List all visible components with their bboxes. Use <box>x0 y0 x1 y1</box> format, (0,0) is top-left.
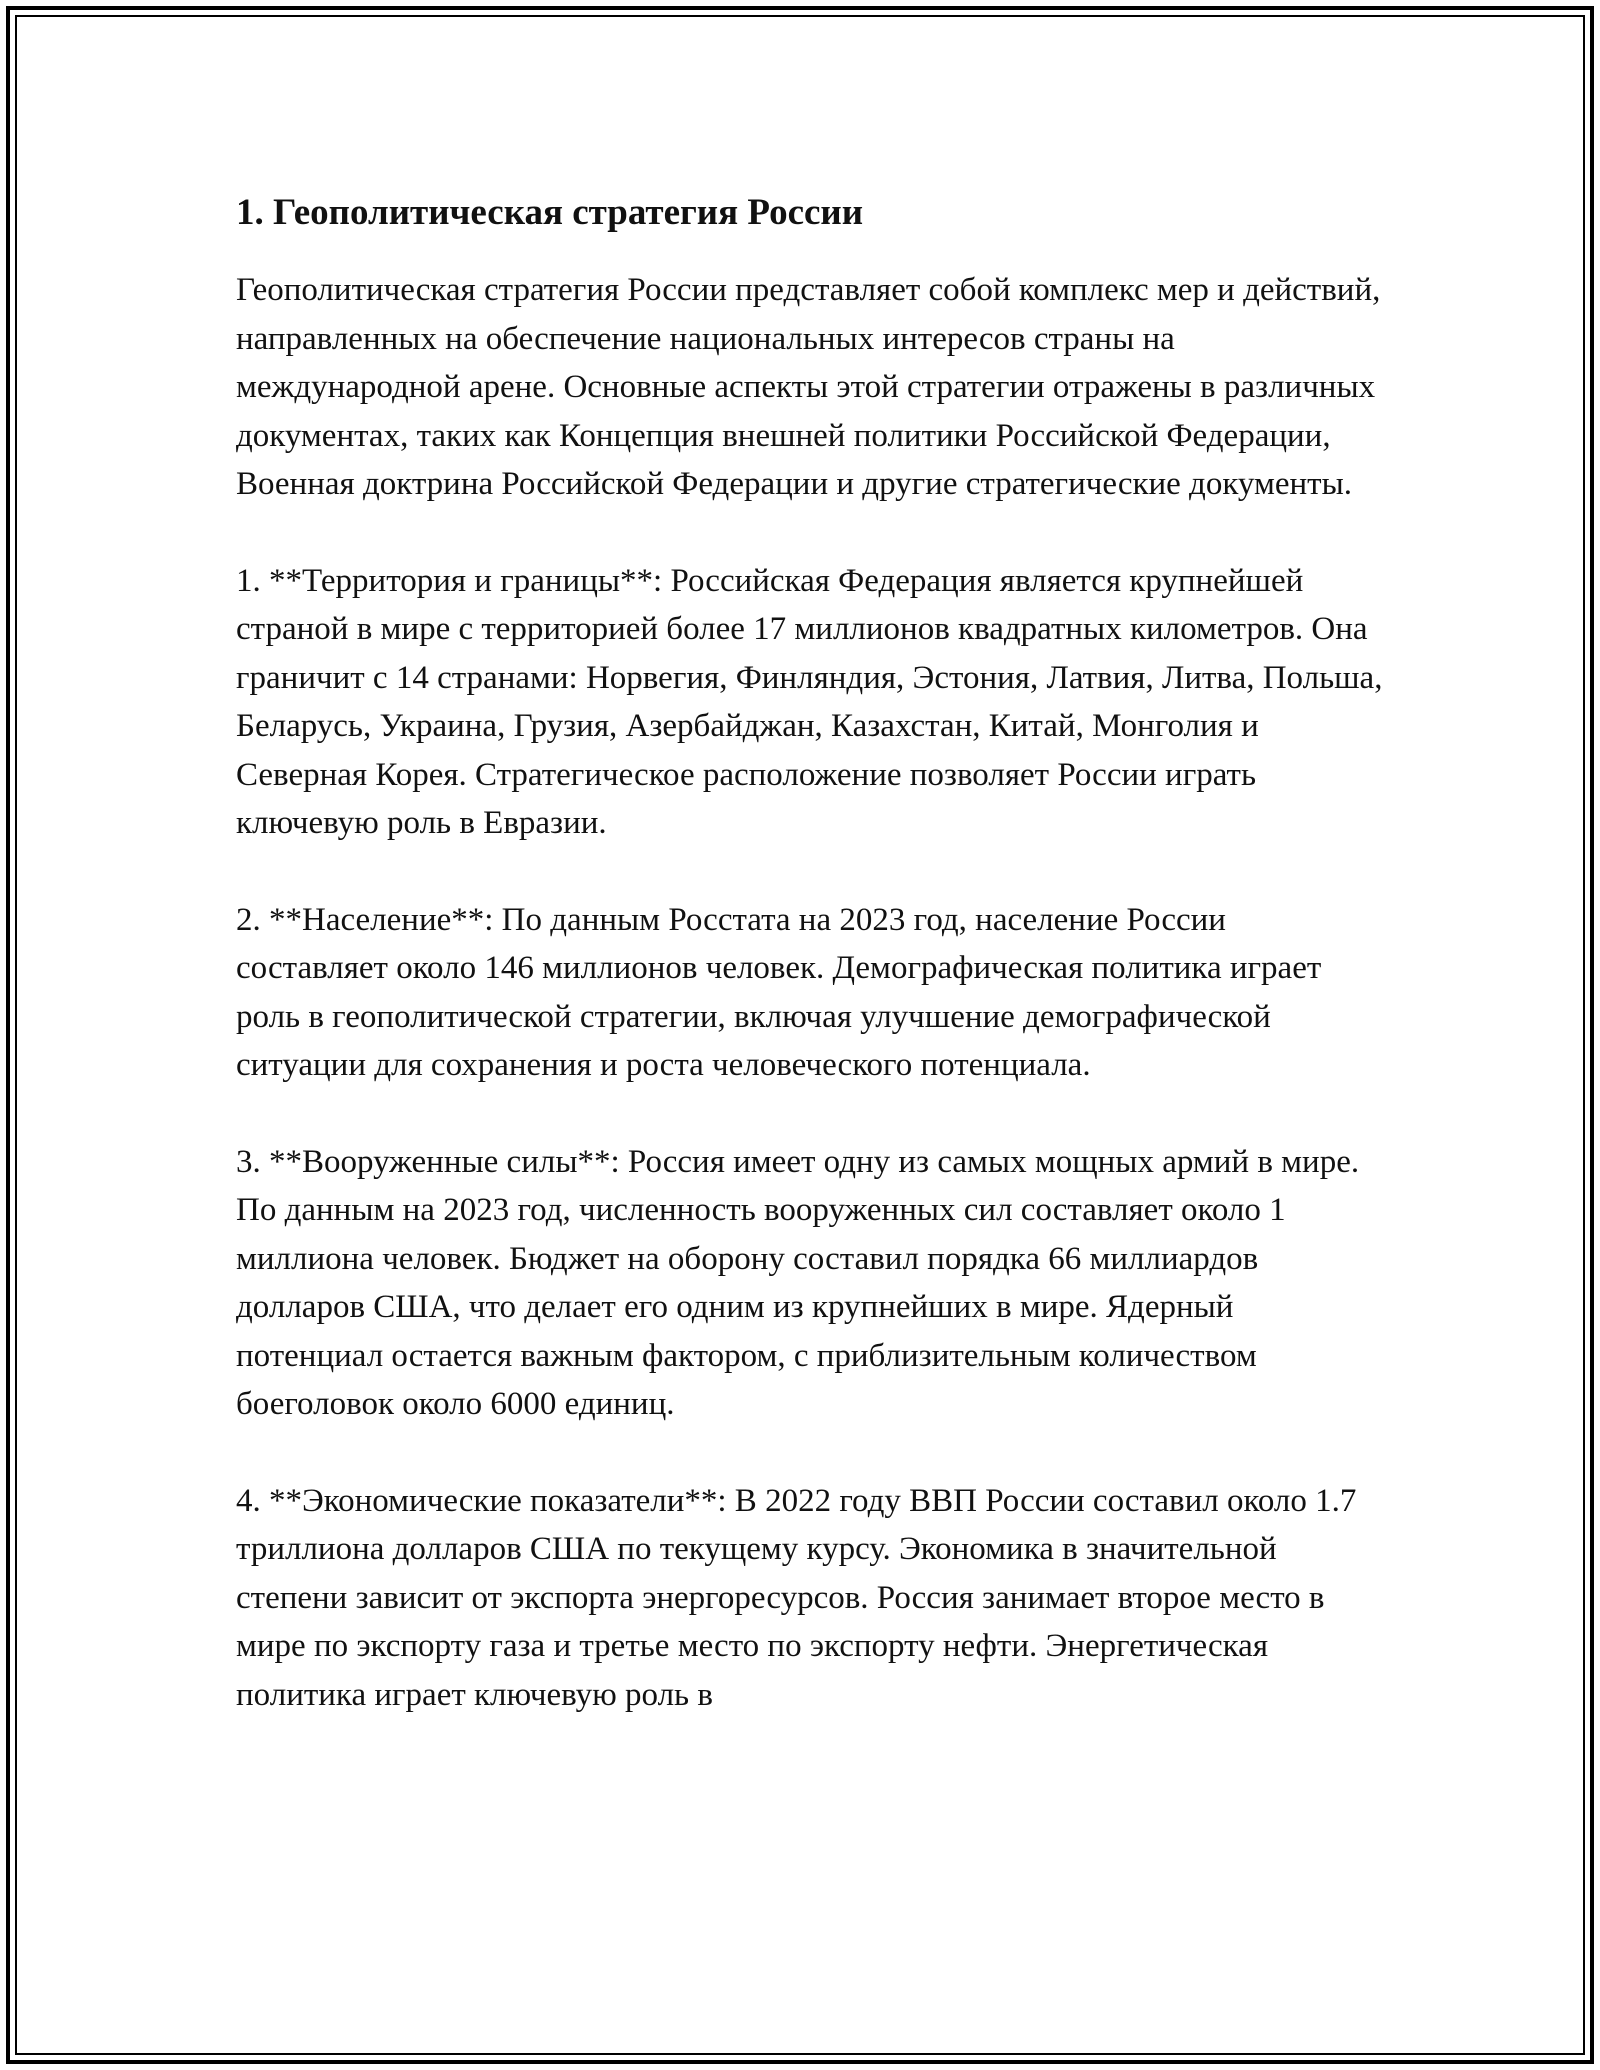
paragraph-armed-forces: 3. **Вооруженные силы**: Россия имеет одну из самых мощных армий в мире. По данным на 2023 год, численность вооруженных сил составляет около 1 миллиона человек. Бюджет на оборону составил порядка 66 миллиардов долларов США, что делает его одним из крупнейших в мире. Ядерный потенциал остается важным фактором, с приблизительным количеством боеголовок около 6000 единиц. <box>236 1143 1360 1422</box>
paragraph-population: 2. **Население**: По данным Росстата на 2023 год, население России составляет около 146 миллионов человек. Демографическая политика играет роль в геополитической стратегии, включая улучшение демографической ситуации для сохранения и роста человеческого потенциала. <box>236 901 1322 1083</box>
document-title: 1. Геополитическая стратегия России <box>236 192 864 233</box>
paragraph-economy: 4. **Экономические показатели**: В 2022 году ВВП России составил около 1.7 триллиона долларов США по текущему курсу. Экономика в значительной степени зависит от экспорта энергоресурсов. Россия занимает второе место в мире по экспорту газа и третье место по экспорту нефти. Энергетическая политика играет ключевую роль в <box>236 1482 1357 1713</box>
paragraph-territory: 1. **Территория и границы**: Российская Федерация является крупнейшей страной в мире с территорией более 17 миллионов квадратных километров. Она граничит с 14 странами: Норвегия, Финляндия, Эстония, Латвия, Литва, Польша, Беларусь, Украина, Грузия, Азербайджан, Казахстан, Китай, Монголия и Северная Корея. Стратегическое расположение позволяет России играть ключевую роль в Евразии. <box>236 562 1383 841</box>
document-body <box>236 186 1386 1767</box>
paragraph-intro: Геополитическая стратегия России представляет собой комплекс мер и действий, направленных на обеспечение национальных интересов страны на международной арене. Основные аспекты этой стратегии отражены в различных документах, таких как Концепция внешней политики Российской Федерации, Военная доктрина Российской Федерации и другие стратегические документы. <box>236 272 1381 502</box>
